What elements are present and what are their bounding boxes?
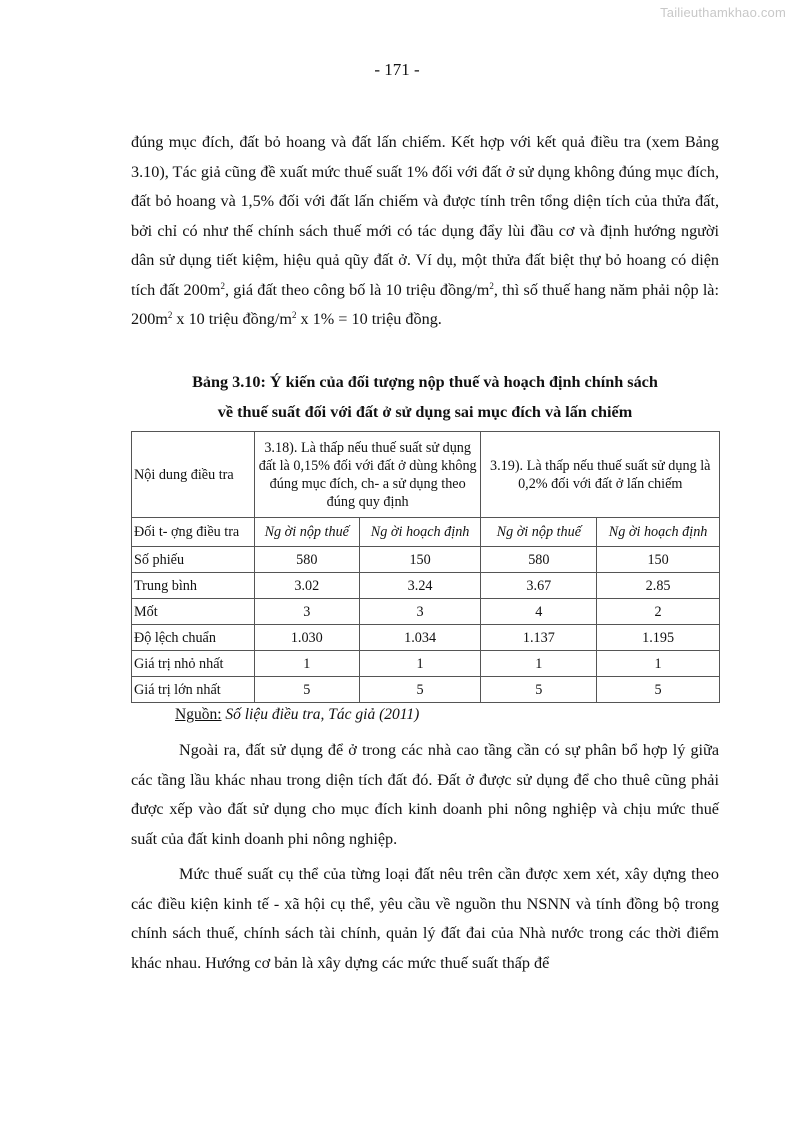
- subject-cell: Ng ời nộp thuế: [254, 518, 359, 547]
- table-cell: 1: [597, 651, 720, 677]
- source-text: Số liệu điều tra, Tác giả (2011): [221, 706, 420, 723]
- table-cell: 580: [254, 547, 359, 573]
- table-cell: 3.02: [254, 573, 359, 599]
- table-header-row: [132, 432, 720, 518]
- table-cell: 1.195: [597, 625, 720, 651]
- paragraph-2-text: Ngoài ra, đất sử dụng để ở trong các nhà cao tầng cần có sự phân bổ hợp lý giữa các tầng lầu khác nhau trong diện tích đất đó. Đất ở được sử dụng để cho thuê cũng phải được xếp vào đất sử dụng cho mục đích kinh doanh phi nông nghiệp và chịu mức thuế suất của đất kinh doanh phi nông nghiệp.: [131, 741, 719, 848]
- intro-text: x 10 triệu đồng/m: [172, 310, 292, 328]
- row-label: Mốt: [132, 599, 255, 625]
- table-cell: 580: [481, 547, 597, 573]
- row-label: Giá trị nhỏ nhất: [132, 651, 255, 677]
- page-number: - 171 -: [374, 60, 420, 79]
- subject-cell: Ng ời hoạch định: [359, 518, 481, 547]
- intro-text: , giá đất theo công bố là 10 triệu đồng/m: [224, 280, 490, 299]
- table-row: [132, 547, 720, 573]
- table-cell: 150: [359, 547, 481, 573]
- row-label: Số phiếu: [132, 547, 255, 573]
- table-cell: 1.034: [359, 625, 481, 651]
- table-cell: 5: [254, 677, 359, 703]
- row-label: Trung bình: [132, 573, 255, 599]
- table-cell: 4: [481, 599, 597, 625]
- paragraph-3: [131, 860, 719, 978]
- paragraph-3-text: Mức thuế suất cụ thể của từng loại đất nêu trên cần được xem xét, xây dựng theo các điều kiện kinh tế - xã hội cụ thể, yêu cầu về nguồn thu NSNN và tính đồng bộ trong chính sách thuế, chính sách tài chính, quản lý đất đai của Nhà nước trong các thời điểm khác nhau. Hướng cơ bản là xây dựng các mức thuế suất thấp để: [131, 865, 719, 972]
- table-row: [132, 677, 720, 703]
- subject-cell: Ng ời nộp thuế: [481, 518, 597, 547]
- table-caption: [131, 368, 719, 427]
- table-row: [132, 651, 720, 677]
- table-cell: 1.137: [481, 625, 597, 651]
- table-cell: 150: [597, 547, 720, 573]
- subject-label-cell: Đối t- ợng điều tra: [132, 518, 255, 547]
- question-1-cell: 3.18). Là thấp nếu thuế suất sử dụng đất là 0,15% đối với đất ở dùng không đúng mục đích, ch- a sử dụng theo đúng quy định: [254, 432, 481, 518]
- table-caption-line-2: về thuế suất đối với đất ở sử dụng sai mục đích và lấn chiếm: [217, 402, 633, 421]
- intro-paragraph: [131, 128, 719, 335]
- row-label: Giá trị lớn nhất: [132, 677, 255, 703]
- table-cell: 3: [359, 599, 481, 625]
- survey-table: [131, 431, 720, 703]
- table-row: [132, 599, 720, 625]
- table-cell: 2: [597, 599, 720, 625]
- table-cell: 3.67: [481, 573, 597, 599]
- table-cell: 1: [359, 651, 481, 677]
- table-cell: 1.030: [254, 625, 359, 651]
- intro-text: x 1% = 10 triệu đồng.: [296, 310, 442, 328]
- table-row: [132, 625, 720, 651]
- table-cell: 1: [481, 651, 597, 677]
- paragraph-2: [131, 736, 719, 854]
- intro-text: , thì số thuế hang năm phải nộp là: 200m: [131, 280, 719, 328]
- table-subject-row: [132, 518, 720, 547]
- table-cell: 2.85: [597, 573, 720, 599]
- table-cell: 3.24: [359, 573, 481, 599]
- superscript: 2: [167, 310, 173, 320]
- intro-text: đúng mục đích, đất bỏ hoang và đất lấn chiếm. Kết hợp với kết quả điều tra (xem Bảng 3.10), Tác giả cũng đề xuất mức thuế suất 1% đối với đất ở sử dụng không đúng mục đích, đất bỏ hoang và 1,5% đối với đất lấn chiếm và được tính trên tổng diện tích của thửa đất, bởi chỉ có như thế chính sách thuế mới có tác dụng đẩy lùi đầu cơ và định hướng người dân sử dụng tiết kiệm, hiệu quả qũy đất ở. Ví dụ, một thửa đất biệt thự bỏ hoang có diện tích đất 200m: [131, 133, 719, 299]
- superscript: 2: [291, 310, 297, 320]
- superscript: 2: [489, 280, 494, 291]
- source-label: Nguồn:: [175, 706, 222, 723]
- row-label: Độ lệch chuẩn: [132, 625, 255, 651]
- table-source: [175, 706, 419, 724]
- table-cell: 1: [254, 651, 359, 677]
- table-row: [132, 573, 720, 599]
- table-cell: 5: [597, 677, 720, 703]
- subject-cell: Ng ời hoạch định: [597, 518, 720, 547]
- table-cell: 5: [481, 677, 597, 703]
- table-cell: 3: [254, 599, 359, 625]
- superscript: 2: [220, 280, 225, 291]
- header-label-cell: Nội dung điều tra: [132, 432, 255, 518]
- watermark: Tailieuthamkhao.com: [660, 5, 786, 20]
- question-2-cell: 3.19). Là thấp nếu thuế suất sử dụng là 0,2% đối với đất ở lấn chiếm: [481, 432, 720, 518]
- table-cell: 5: [359, 677, 481, 703]
- table-caption-line-1: Bảng 3.10: Ý kiến của đối tượng nộp thuế và hoạch định chính sách: [192, 373, 658, 391]
